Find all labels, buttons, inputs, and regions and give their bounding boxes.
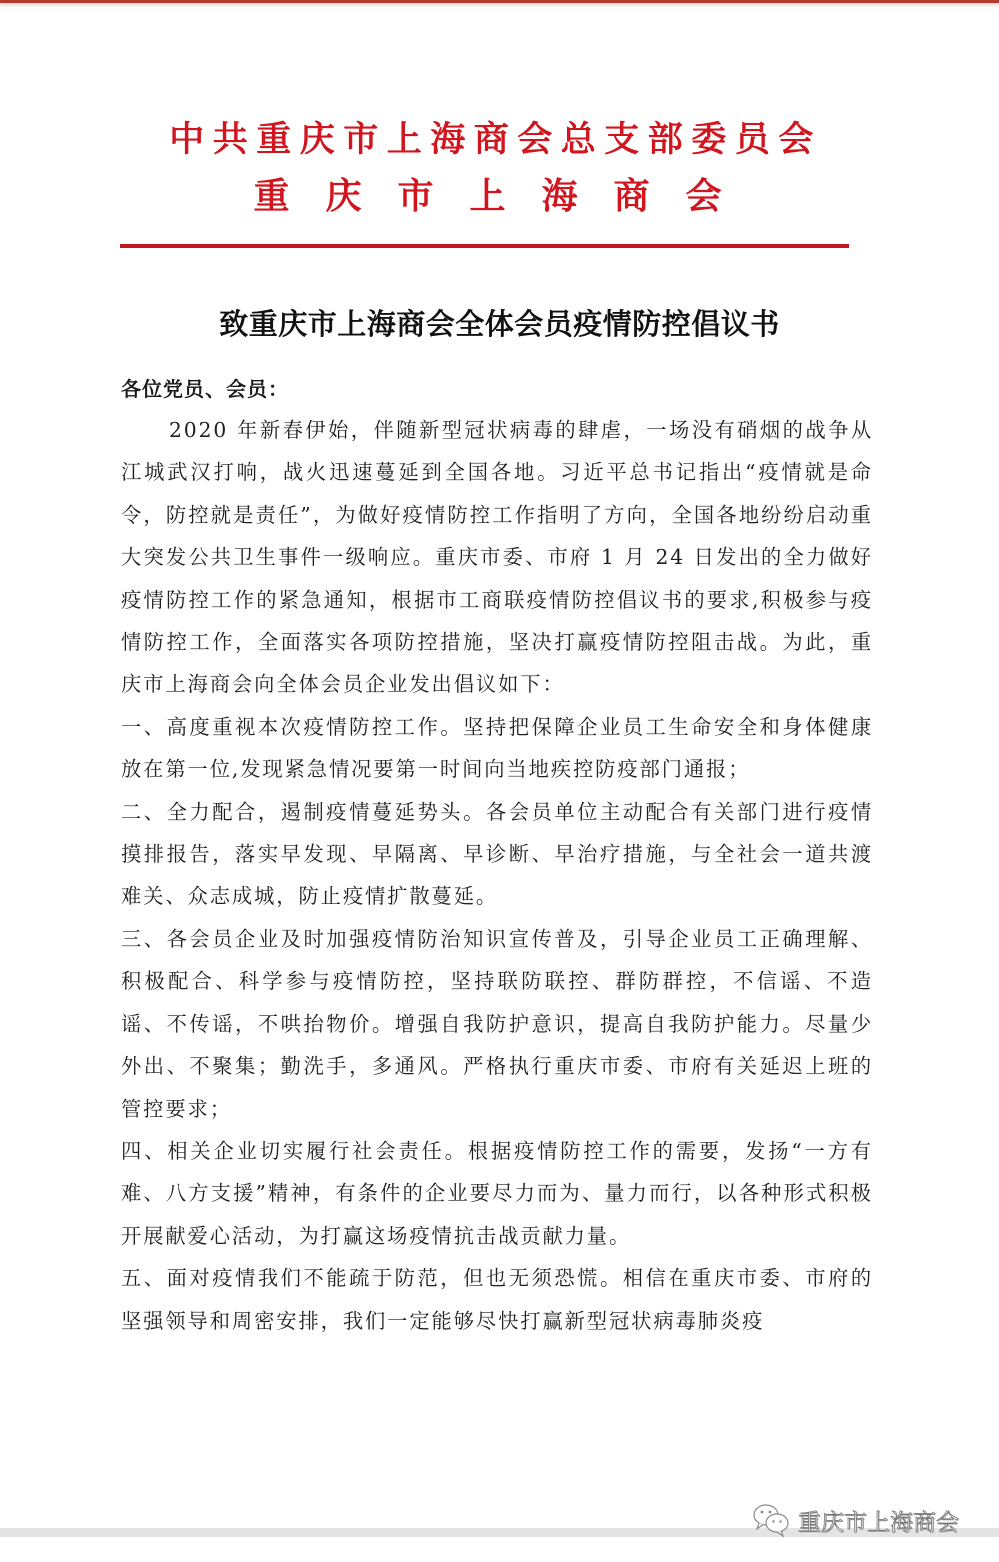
letterhead-red-rule xyxy=(120,244,849,248)
paragraph-item-2: 二、全力配合，遏制疫情蔓延势头。各会员单位主动配合有关部门进行疫情摸排报告，落实早发现、早隔离、早诊断、早治疗措施，与全社会一道共渡难关、众志成城，防止疫情扩散蔓延。 xyxy=(121,799,873,909)
top-border xyxy=(0,0,999,3)
wechat-icon xyxy=(752,1502,792,1538)
paragraph-item-1: 一、高度重视本次疫情防控工作。坚持把保障企业员工生命安全和身体健康放在第一位,发现紧急情况要第一时间向当地疾控防疫部门通报； xyxy=(121,714,873,782)
document-title: 致重庆市上海商会全体会员疫情防控倡议书 xyxy=(219,307,780,341)
paragraph-item-3: 三、各会员企业及时加强疫情防治知识宣传普及，引导企业员工正确理解、积极配合、科学参与疫情防控，坚持联防联控、群防群控，不信谣、不造谣、不传谣，不哄抬物价。增强自我防护意识，提高自我防护能力。尽量少外出、不聚集；勤洗手，多通风。严格执行重庆市委、市府有关延迟上班的管控要求； xyxy=(121,926,873,1121)
document-body xyxy=(121,409,873,1342)
letterhead-chamber-name: 重庆市上海商会 xyxy=(253,176,758,217)
salutation: 各位党员、会员： xyxy=(121,377,289,401)
watermark-account-name: 重庆市上海商会 xyxy=(798,1509,959,1536)
watermark xyxy=(752,1500,959,1540)
letterhead-party-committee: 中共重庆市上海商会总支部委员会 xyxy=(169,120,822,160)
paragraph-item-5: 五、面对疫情我们不能疏于防范，但也无须恐慌。相信在重庆市委、市府的坚强领导和周密安排，我们一定能够尽快打赢新型冠状病毒肺炎疫 xyxy=(121,1266,873,1333)
paragraph-item-4: 四、相关企业切实履行社会责任。根据疫情防控工作的需要，发扬“一方有难、八方支援”精神，有条件的企业要尽力而为、量力而行，以各种形式积极开展献爱心活动，为打赢这场疫情抗击战贡献力量。 xyxy=(121,1138,873,1248)
paragraph-intro: 2020 年新春伊始，伴随新型冠状病毒的肆虐，一场没有硝烟的战争从江城武汉打响，战火迅速蔓延到全国各地。习近平总书记指出“疫情就是命令，防控就是责任”，为做好疫情防控工作指明了方向，全国各地纷纷启动重大突发公共卫生事件一级响应。重庆市委、市府 1 月 24 日发出的全力做好疫情防控工作的紧急通知，根据市工商联疫情防控倡议书的要求,积极参与疫情防控工作，全面落实各项防控措施，坚决打赢疫情防控阻击战。为此，重庆市上海商会向全体会员企业发出倡议如下： xyxy=(121,418,873,697)
